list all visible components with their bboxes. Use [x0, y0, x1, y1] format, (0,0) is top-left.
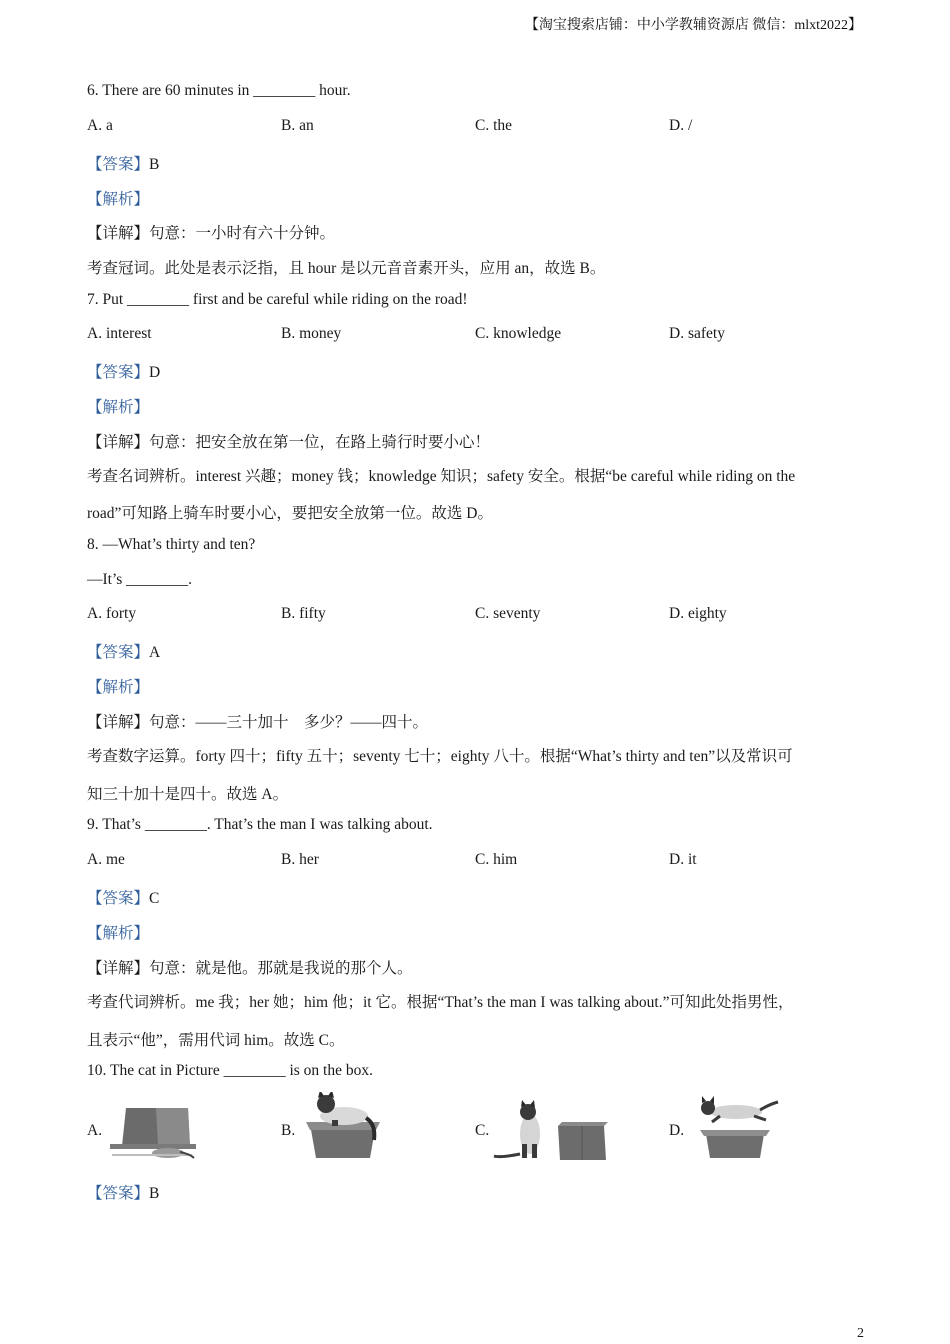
- answer-tag: 【答案】: [87, 364, 150, 381]
- q9-detail: [87, 956, 413, 978]
- answer-tag: 【答案】: [87, 890, 150, 907]
- question-10-stem: 10. The cat in Picture ________ is on the box.: [87, 1062, 373, 1079]
- q8-answer: [87, 640, 160, 662]
- q10-option-c: C.: [475, 1122, 490, 1139]
- q9-option-a: A. me: [87, 851, 125, 868]
- q9-option-c: C. him: [475, 851, 518, 868]
- q8-detail: [87, 710, 428, 732]
- detail-tag: 【详解】: [87, 714, 150, 731]
- answer-value: B: [149, 1185, 160, 1202]
- picture-c-cat-beside-box: [492, 1100, 612, 1162]
- question-9-stem: 9. That’s ________. That’s the man I was talking about.: [87, 816, 433, 833]
- q8-option-c: C. seventy: [475, 605, 541, 622]
- detail-tag: 【详解】: [87, 225, 150, 242]
- q6-explain-line-1: 考查冠词。此处是表示泛指，且 hour 是以元音音素开头，应用 an，故选 B。: [87, 260, 606, 277]
- q10-option-b: B.: [281, 1122, 296, 1139]
- picture-d-cat-over-box: [690, 1096, 782, 1160]
- q7-option-c: C. knowledge: [475, 325, 562, 342]
- q7-answer: [87, 360, 160, 382]
- answer-tag: 【答案】: [87, 156, 150, 173]
- q7-option-d: D. safety: [669, 325, 725, 342]
- picture-a-cat-under-box: [106, 1106, 198, 1160]
- question-7-stem: 7. Put ________ first and be careful while riding on the road!: [87, 291, 468, 308]
- q9-explain-line-1: 考查代词辨析。me 我；her 她；him 他；it 它。根据“That’s the man I was talking about.”可知此处指男性，: [87, 994, 794, 1011]
- q7-explain-line-1: 考查名词辨析。interest 兴趣；money 钱；knowledge 知识；safety 安全。根据“be careful while riding on the: [87, 468, 796, 485]
- q10-answer: [87, 1181, 159, 1203]
- picture-b-cat-on-box: [304, 1092, 384, 1162]
- q9-analysis-tag: 【解析】: [87, 925, 150, 942]
- q7-option-a: A. interest: [87, 325, 152, 342]
- detail-text: 句意：把安全放在第一位，在路上骑行时要小心！: [149, 434, 491, 451]
- question-8-stem: 8. —What’s thirty and ten?: [87, 536, 256, 553]
- q6-analysis-tag: 【解析】: [87, 191, 150, 208]
- q9-explain-line-2: 且表示“他”，需用代词 him。故选 C。: [87, 1032, 345, 1049]
- q7-analysis-tag: 【解析】: [87, 399, 150, 416]
- q8-explain-line-2: 知三十加十是四十。故选 A。: [87, 786, 289, 803]
- q8-explain-line-1: 考查数字运算。forty 四十；fifty 五十；seventy 七十；eighty 八十。根据“What’s thirty and ten”以及常识可: [87, 748, 793, 765]
- q7-explain-line-2: road”可知路上骑车时要小心，要把安全放第一位。故选 D。: [87, 505, 493, 522]
- answer-value: D: [149, 364, 161, 381]
- detail-text: 句意：——三十加十 多少？——四十。: [149, 714, 429, 731]
- q9-answer: [87, 886, 159, 908]
- detail-text: 句意：一小时有六十分钟。: [149, 225, 336, 242]
- answer-tag: 【答案】: [87, 644, 150, 661]
- page-header: 【淘宝搜索店铺：中小学教辅资源店 微信：mlxt2022】: [524, 18, 862, 33]
- q6-option-b: B. an: [281, 117, 314, 134]
- answer-value: A: [149, 644, 161, 661]
- q6-option-d: D. /: [669, 117, 693, 134]
- q7-option-b: B. money: [281, 325, 342, 342]
- q8-option-a: A. forty: [87, 605, 137, 622]
- q6-answer: [87, 152, 159, 174]
- answer-value: C: [149, 890, 160, 907]
- q10-option-a: A.: [87, 1122, 103, 1139]
- q7-detail: [87, 430, 490, 452]
- page-number: 2: [857, 1326, 864, 1341]
- q6-option-a: A. a: [87, 117, 113, 134]
- q10-option-d: D.: [669, 1122, 685, 1139]
- answer-tag: 【答案】: [87, 1185, 150, 1202]
- q6-option-c: C. the: [475, 117, 513, 134]
- q8-analysis-tag: 【解析】: [87, 679, 150, 696]
- q8-option-b: B. fifty: [281, 605, 326, 622]
- q9-option-d: D. it: [669, 851, 697, 868]
- q6-detail: [87, 221, 335, 243]
- detail-tag: 【详解】: [87, 960, 150, 977]
- question-6-stem: 6. There are 60 minutes in ________ hour.: [87, 82, 351, 99]
- answer-value: B: [149, 156, 160, 173]
- q8-option-d: D. eighty: [669, 605, 727, 622]
- detail-text: 句意：就是他。那就是我说的那个人。: [149, 960, 413, 977]
- q9-option-b: B. her: [281, 851, 319, 868]
- detail-tag: 【详解】: [87, 434, 150, 451]
- question-8-stem-2: —It’s ________.: [87, 571, 193, 588]
